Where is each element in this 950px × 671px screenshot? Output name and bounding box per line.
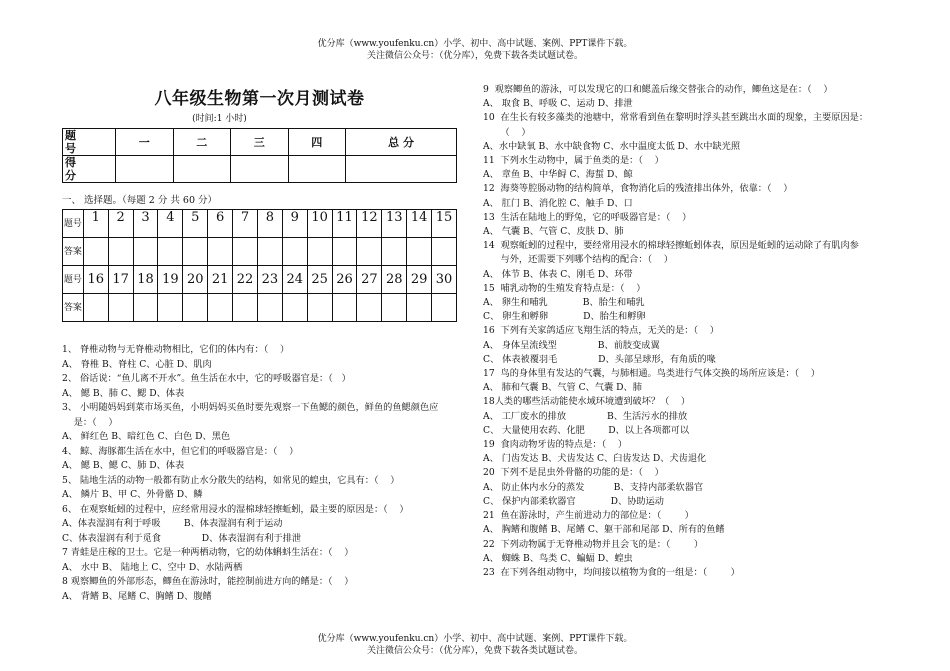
- score-cell: 三: [231, 129, 289, 156]
- question-line: A、 水中 B、 陆地上 C、空中 D、水陆两栖: [62, 561, 243, 573]
- question-line: C、 大量使用农药、化肥 D、以上各项都可以: [483, 424, 690, 436]
- question-line: 16 下列有关家鸽适应飞翔生活的特点，无关的是：（ ）: [483, 325, 719, 337]
- question-line: （ ）: [483, 126, 531, 138]
- answer-cell[interactable]: [108, 238, 133, 266]
- question-line: A、 章鱼 B、中华鲟 C、海蜇 D、鲸: [483, 169, 633, 181]
- question-line: 6、 在观察蚯蚓的过程中，应经常用浸水的湿棉球轻擦蚯蚓，最主要的原因是：（ ）: [62, 503, 409, 515]
- score-table-score-row: [63, 156, 457, 183]
- answer-cell[interactable]: [183, 294, 208, 322]
- question-number: 3: [133, 210, 158, 238]
- question-line: 20 下列不是昆虫外骨骼的功能的是：（ ）: [483, 467, 664, 479]
- answer-table-answer-row: [63, 294, 457, 322]
- answer-cell[interactable]: [382, 294, 407, 322]
- question-line: 9 观察鲫鱼的游泳，可以发现它的口和鳃盖后缘交替张合的动作，鲫鱼这是在：（ ）: [483, 84, 833, 95]
- question-number: 6: [208, 210, 233, 238]
- question-number: 20: [183, 266, 208, 294]
- section-heading: 一、 选择题。（每题 2 分 共 60 分）: [62, 195, 218, 206]
- question-number: 4: [158, 210, 183, 238]
- question-number: 2: [108, 210, 133, 238]
- row-label: 答案: [63, 294, 84, 322]
- question-line: 14 观察蚯蚓的过程中，要经常用浸水的棉球轻擦蚯蚓体表，原因是蚯蚓的运动除了有肌肉参: [483, 240, 859, 252]
- question-number: 19: [158, 266, 183, 294]
- question-line: C、 保护内部柔软器官 D、协助运动: [483, 495, 664, 507]
- answer-cell[interactable]: [108, 294, 133, 322]
- question-line: A、 肺和气囊 B、气管 C、气囊 D、肺: [483, 382, 642, 394]
- footer-line-1: 优分库（www.youfenku.cn）小学、初中、高中试题、案例、PPT课件下载。: [317, 634, 633, 644]
- score-cell: 四: [288, 129, 346, 156]
- question-line: A、 鳃 B、肺 C、鳃 D、体表: [62, 387, 185, 399]
- score-blank[interactable]: [288, 156, 346, 183]
- answer-cell[interactable]: [158, 238, 183, 266]
- row-label: 题号: [63, 266, 84, 294]
- exam-title: 八年级生物第一次月测试卷: [154, 89, 365, 109]
- question-line: 21 鱼在游泳时，产生前进动力的部位是：（ ）: [483, 510, 694, 522]
- question-line: 23 在下列各组动物中，均间接以植物为食的一组是：（ ）: [483, 566, 740, 578]
- question-number: 5: [183, 210, 208, 238]
- row-label: 答案: [63, 238, 84, 266]
- question-line: C、 体表被覆羽毛 D、头部呈球形，有角质的喙: [483, 353, 716, 365]
- answer-cell[interactable]: [432, 238, 457, 266]
- page-footer: [0, 633, 950, 657]
- answer-table: [62, 209, 457, 322]
- answer-cell[interactable]: [183, 238, 208, 266]
- question-number: 23: [257, 266, 282, 294]
- answer-cell[interactable]: [208, 238, 233, 266]
- answer-cell[interactable]: [133, 238, 158, 266]
- question-line: 18人类的哪些活动能使水域环境遭到破坏？（ ）: [483, 396, 691, 408]
- question-line: 15 哺乳动物的生殖发育特点是：（ ）: [483, 282, 646, 294]
- question-line: 7 青蛙是庄稼的卫士。它是一种两栖动物，它的幼体蝌蚪生活在：（ ）: [62, 547, 354, 558]
- footer-line-2: 关注微信公众号：（优分库），免费下载各类试题试卷。: [366, 646, 583, 656]
- answer-cell[interactable]: [233, 238, 258, 266]
- header-line-2: 关注微信公众号：（优分库），免费下载各类试题试卷。: [366, 51, 583, 61]
- answer-cell[interactable]: [257, 294, 282, 322]
- score-blank[interactable]: [173, 156, 231, 183]
- answer-cell[interactable]: [407, 294, 432, 322]
- question-line: C、体表湿润有利于觅食 D、体表湿润有利于排泄: [62, 532, 302, 544]
- question-line: A、 门齿发达 B、犬齿发达 C、臼齿发达 D、犬齿退化: [483, 453, 707, 465]
- row-label: 题号: [63, 210, 84, 238]
- score-cell: 总 分: [346, 129, 457, 156]
- question-number: 27: [357, 266, 382, 294]
- question-number: 7: [233, 210, 258, 238]
- question-line: A、水中缺氧 B、水中缺食物 C、水中温度太低 D、水中缺光照: [483, 140, 741, 152]
- answer-table-number-row: [63, 266, 457, 294]
- question-number: 16: [83, 266, 108, 294]
- question-number: 29: [407, 266, 432, 294]
- question-line: A、 胸鳍和腹鳍 B、尾鳍 C、躯干部和尾部 D、所有的鱼鳍: [483, 524, 725, 536]
- answer-table-number-row: [63, 210, 457, 238]
- question-number: 28: [382, 266, 407, 294]
- question-line: A、 蜘蛛 B、鸟类 C、蝙蝠 D、蝗虫: [483, 552, 633, 564]
- question-number: 11: [332, 210, 357, 238]
- answer-cell[interactable]: [233, 294, 258, 322]
- question-number: 1: [83, 210, 108, 238]
- question-number: 13: [382, 210, 407, 238]
- right-questions: [483, 83, 903, 580]
- question-line: 与外，还需要下列哪个结构的配合：（ ）: [483, 254, 673, 266]
- question-line: A、 取食 B、呼吸 C、运动 D、排泄: [483, 98, 633, 110]
- answer-cell[interactable]: [158, 294, 183, 322]
- score-table-header-row: [63, 129, 457, 156]
- score-cell: 题 号: [63, 129, 116, 156]
- answer-cell[interactable]: [133, 294, 158, 322]
- answer-cell[interactable]: [83, 294, 108, 322]
- score-blank[interactable]: [116, 156, 174, 183]
- question-line: 13 生活在陆地上的野兔，它的呼吸器官是：（ ）: [483, 211, 692, 223]
- question-number: 30: [432, 266, 457, 294]
- question-number: 15: [432, 210, 457, 238]
- question-line: A、 鳃 B、鳃 C、肺 D、体表: [62, 460, 185, 471]
- question-line: 12 海葵等腔肠动物的结构简单，食物消化后的残渣排出体外，依靠：（ ）: [483, 183, 793, 195]
- question-line: 19 食肉动物牙齿的特点是：（ ）: [483, 439, 628, 451]
- right-column: [483, 83, 903, 580]
- question-line: A、 脊椎 B、脊柱 C、心脏 D、肌肉: [62, 358, 212, 370]
- page-header: [0, 38, 950, 62]
- question-line: C、 卵生和孵卵 D、胎生和孵卵: [483, 311, 646, 323]
- answer-cell[interactable]: [432, 294, 457, 322]
- answer-cell[interactable]: [307, 238, 332, 266]
- answer-cell[interactable]: [307, 294, 332, 322]
- question-line: 5、 陆地生活的动物一般都有防止水分散失的结构，如常见的蝗虫，它具有：（ ）: [62, 474, 400, 486]
- question-line: A、 体节 B、体表 C、刚毛 D、环带: [483, 268, 633, 280]
- question-number: 25: [307, 266, 332, 294]
- question-line: 8 观察鲫鱼的外部形态，鲫鱼在游泳时，能控制前进方向的鳍是：（ ）: [62, 576, 354, 587]
- answer-cell[interactable]: [208, 294, 233, 322]
- question-line: 11 下列水生动物中，属于鱼类的是：（ ）: [483, 155, 664, 167]
- answer-cell[interactable]: [282, 238, 307, 266]
- question-line: A、 鳞片 B、甲 C、外骨骼 D、鳞: [62, 489, 203, 500]
- question-line: A、体表湿润有利于呼吸 B、体表湿润有利于运动: [62, 518, 283, 529]
- question-line: A、 卵生和哺乳 B、胎生和哺乳: [483, 297, 645, 309]
- question-number: 26: [332, 266, 357, 294]
- question-line: 10 在生长有较多藻类的池塘中，常常看到鱼在黎明时浮头甚至跳出水面的现象，主要原因是：: [483, 112, 869, 124]
- question-number: 17: [108, 266, 133, 294]
- question-line: 3、 小明随妈妈到菜市场买鱼，小明妈妈买鱼时要先观察一下鱼鳃的颜色，鲜鱼的鱼鳃颜色应: [62, 402, 439, 413]
- question-line: A、 鲜红色 B、暗红色 C、白色 D、黑色: [62, 431, 231, 442]
- score-table: [62, 128, 457, 183]
- answer-cell[interactable]: [332, 238, 357, 266]
- answer-cell[interactable]: [282, 294, 307, 322]
- question-number: 8: [257, 210, 282, 238]
- score-row-label: 得 分: [63, 156, 116, 183]
- answer-cell[interactable]: [357, 238, 382, 266]
- question-number: 9: [282, 210, 307, 238]
- left-questions: [62, 343, 457, 604]
- question-line: 2、 俗话说：“鱼儿离不开水”。鱼生活在水中，它的呼吸器官是：（ ）: [62, 373, 351, 384]
- question-number: 21: [208, 266, 233, 294]
- question-line: 17 鸟的身体里有发达的气囊，与肺相通。鸟类进行气体交换的场所应该是：（ ）: [483, 368, 820, 380]
- answer-table-answer-row: [63, 238, 457, 266]
- score-cell: 二: [173, 129, 231, 156]
- question-line: A、 工厂废水的排放 B、生活污水的排放: [483, 410, 688, 422]
- header-line-1: 优分库（www.youfenku.cn）小学、初中、高中试题、案例、PPT课件下载。: [317, 39, 633, 49]
- question-line: A、 肛门 B、消化腔 C、触手 D、口: [483, 197, 633, 209]
- question-line: A、 背鳍 B、尾鳍 C、胸鳍 D、腹鳍: [62, 590, 212, 602]
- question-number: 24: [282, 266, 307, 294]
- answer-cell[interactable]: [83, 238, 108, 266]
- score-blank[interactable]: [231, 156, 289, 183]
- question-number: 14: [407, 210, 432, 238]
- question-number: 10: [307, 210, 332, 238]
- answer-cell[interactable]: [357, 294, 382, 322]
- question-line: 22 下列动物属于无脊椎动物并且会飞的是：（ ）: [483, 538, 704, 550]
- left-column: [62, 88, 457, 604]
- question-line: A、 身体呈流线型 B、前肢变成翼: [483, 339, 660, 351]
- answer-cell[interactable]: [257, 238, 282, 266]
- answer-cell[interactable]: [382, 238, 407, 266]
- question-line: A、 气囊 B、气管 C、皮肤 D、肺: [483, 226, 624, 238]
- question-number: 12: [357, 210, 382, 238]
- question-line: A、 防止体内水分的蒸发 B、支持内部柔软器官: [483, 481, 704, 493]
- answer-cell[interactable]: [332, 294, 357, 322]
- score-blank[interactable]: [346, 156, 457, 183]
- question-line: 1、 脊椎动物与无脊椎动物相比，它们的体内有：（ ）: [62, 344, 290, 355]
- question-number: 22: [233, 266, 258, 294]
- score-cell: 一: [116, 129, 174, 156]
- question-line: 是：（ ）: [62, 416, 118, 428]
- exam-time: (时间:1 小时): [192, 114, 247, 124]
- answer-cell[interactable]: [407, 238, 432, 266]
- question-number: 18: [133, 266, 158, 294]
- question-line: 4、 鲸、海豚都生活在水中，但它们的呼吸器官是：（ ）: [62, 445, 299, 457]
